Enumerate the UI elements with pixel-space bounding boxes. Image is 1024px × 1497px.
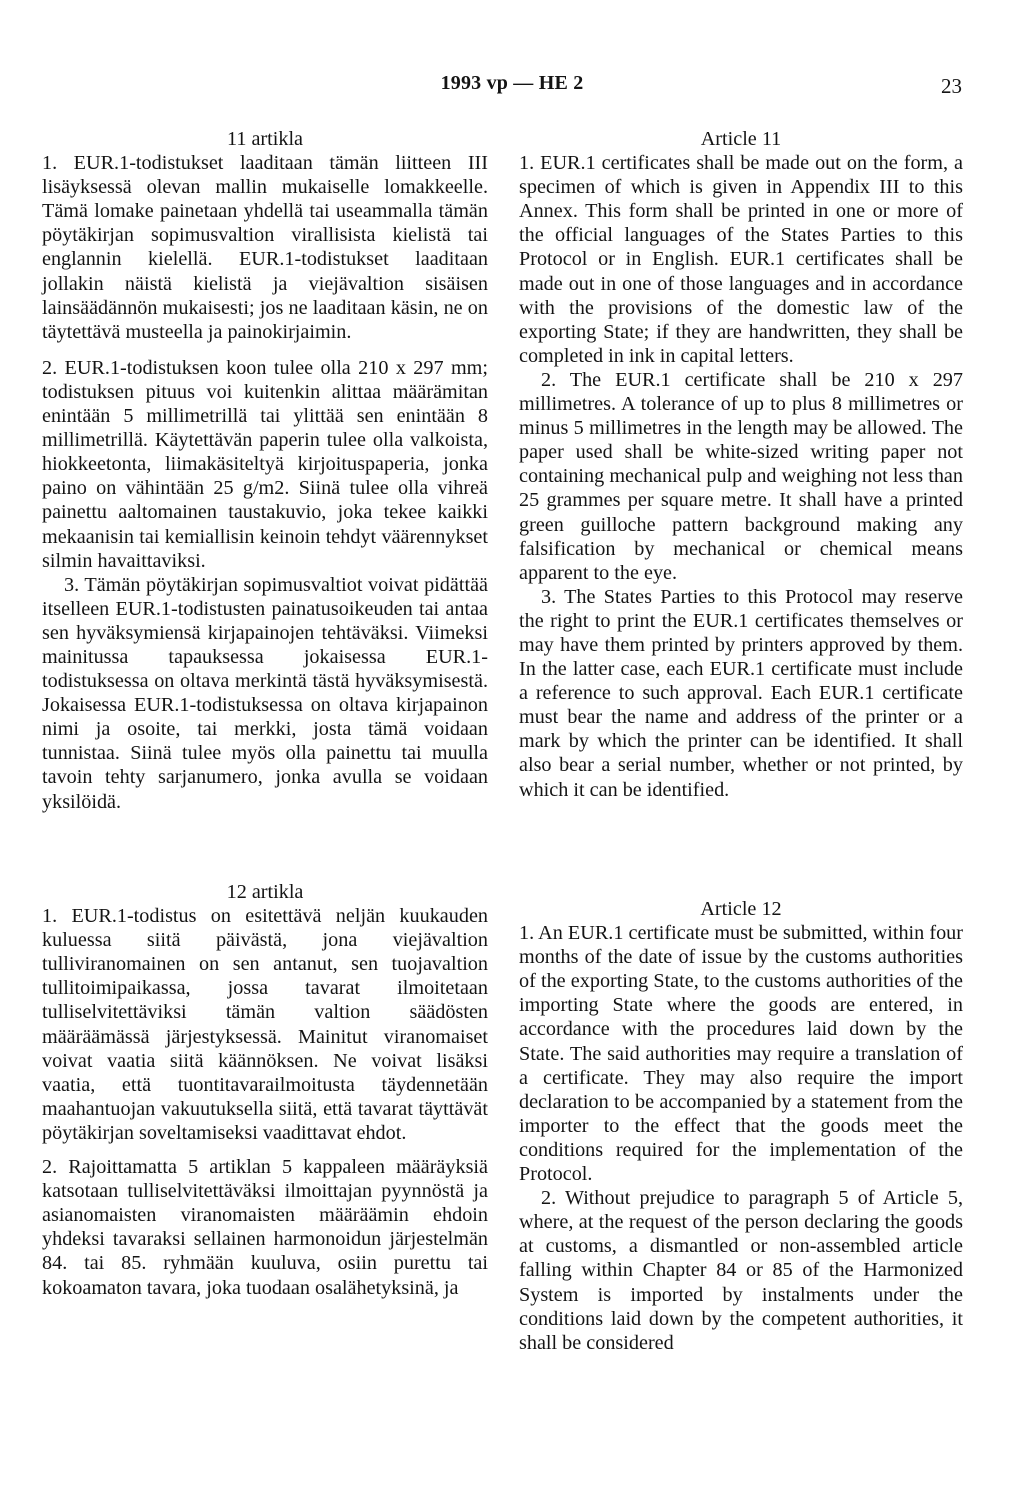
english-article-11 — [519, 127, 963, 802]
paragraph: 1. An EUR.1 certificate must be submitted, within four months of the date of issue by the customs authorities of the exporting State, to the customs authorities of the importing State where the goods are entered, in accordance with the procedures laid down by the State. The said authorities may require a translation of a certificate. They may also require the import declaration to be accompanied by a statement from the importer to the effect that the goods meet the conditions required for the implementation of the Protocol. — [519, 922, 963, 1186]
paragraph: 2. EUR.1-todistuksen koon tulee olla 210 x 297 mm; todistuksen pituus voi kuitenkin alittaa määrämitan enintään 5 millimetrillä tai ylittää sen enintään 8 millimetrillä. Käytettävän paperin tulee olla valkoista, hiokkeetonta, liimakäsiteltyä kirjoituspaperia, jonka paino on vähintään 25 g/m2. Siinä tulee olla vihreä painettu aaltomainen taustakuvio, joka tekee kaikki mekaanisin tai kemiallisin keinoin tehdyt väärennykset silmin havaittaviksi. — [42, 356, 488, 572]
finnish-article-12 — [42, 880, 488, 1300]
paragraph: 2. The EUR.1 certificate shall be 210 x 297 millimetres. A tolerance of up to plus 8 millimetres or minus 5 millimetres in the length may be allowed. The paper used shall be white-sized writing paper not containing mechanical pulp and weighing not less than 25 grammes per square metre. It shall have a printed green guilloche pattern background making any falsification by mechanical or chemical means apparent to the eye. — [519, 368, 963, 584]
article-heading: 11 artikla — [226, 128, 304, 150]
paragraph: 1. EUR.1 certificates shall be made out on the form, a specimen of which is given in Appendix III to this Annex. This form shall be printed in one or more of the official languages of the States Parties to this Protocol or in English. EUR.1 certificates shall be made out in one of those languages and in accordance with the provisions of the domestic law of the exporting State; if they are handwritten, they shall be completed in ink in capital letters. — [519, 152, 963, 367]
paragraph: 3. The States Parties to this Protocol may reserve the right to print the EUR.1 certificates themselves or may have them printed by printers approved by them. In the latter case, each EUR.1 certificate must include a reference to such approval. Each EUR.1 certificate must bear the name and address of the printer or a mark by which the printer can be identified. It shall also bear a serial number, whether or not printed, by which it can be identified. — [519, 585, 963, 801]
running-title: 1993 vp — HE 2 — [440, 72, 584, 94]
page-number: 23 — [941, 74, 962, 98]
article-heading: 12 artikla — [226, 881, 304, 903]
paragraph: 1. EUR.1-todistus on esitettävä neljän kuukauden kuluessa siitä päivästä, jona viejävaltion tulliviranomainen on sen antanut, sen tuojavaltion tullitoimipaikassa, jossa tavarat ilmoitetaan tulliselvitettäviksi tämän valtion säädösten määräämässä järjestyksessä. Mainitut viranomaiset voivat vaatia siitä käännöksen. Ne voivat lisäksi vaatia, että tuontitavarailmoitusta täydennetään maahantuojan vakuutuksella siitä, että tavarat täyttävät pöytäkirjan soveltamiseksi vaadittavat ehdot. — [42, 905, 488, 1144]
paragraph: 2. Rajoittamatta 5 artiklan 5 kappaleen määräyksiä katsotaan tulliselvitettäväksi ilmoittajan pyynnöstä ja asianomaisten viranomaisten määräämin ehdoin yhdeksi tavaraksi sellainen harmonoidun järjestelmän 84. tai 85. ryhmään kuuluva, osiin purettu tai kokoamaton tavara, joka tuodaan osalähetyksinä, ja — [42, 1156, 488, 1299]
paragraph: 3. Tämän pöytäkirjan sopimusvaltiot voivat pidättää itselleen EUR.1-todistusten painatusoikeuden tai antaa sen hyväksymiensä kirjapainojen tehtäväksi. Viimeksi mainitussa tapauksessa jokaisessa EUR.1-todistuksessa on oltava merkintä tästä hyväksymisestä. Jokaisessa EUR.1-todistuksessa on oltava kirjapainon nimi ja osoite, tai merkki, josta tämä voidaan tunnistaa. Siinä tulee myös olla painettu tai muulla tavoin tehty sarjanumero, jonka avulla se voidaan yksilöidä. — [42, 573, 488, 813]
paragraph: 1. EUR.1-todistukset laaditaan tämän liitteen III lisäyksessä olevan mallin mukaiselle lomakkeelle. Tämä lomake painetaan yhdellä tai useammalla tämän pöytäkirjan sopimusvaltion virallisista kielistä tai englannin kielellä. EUR.1-todistukset laaditaan jollakin näistä kielistä ja viejävaltion sisäisen lainsäädännön mukaisesti; jos ne laaditaan käsin, ne on täytettävä musteella ja painokirjaimin. — [42, 152, 488, 343]
english-article-12 — [519, 897, 963, 1355]
finnish-article-11 — [42, 127, 488, 814]
article-heading: Article 12 — [700, 898, 782, 920]
article-heading: Article 11 — [700, 128, 782, 150]
paragraph: 2. Without prejudice to paragraph 5 of Article 5, where, at the request of the person declaring the goods at customs, a dismantled or non-assembled article falling within Chapter 84 or 85 of the Harmonized System is imported by instalments under the conditions laid down by the competent authorities, it shall be considered — [519, 1187, 963, 1354]
page-header — [40, 72, 984, 102]
